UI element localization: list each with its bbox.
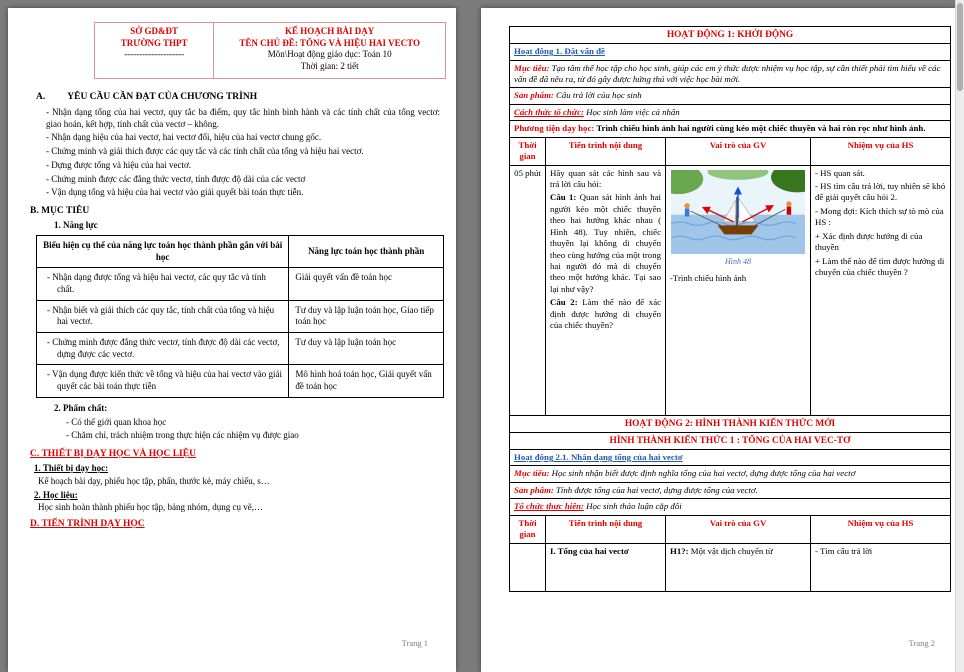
requirement-bullet: - Dựng được tổng và hiệu của hai vectơ.: [46, 159, 191, 170]
organization-text: Học sinh làm việc cá nhân: [583, 106, 680, 117]
table-row: [37, 365, 444, 397]
competency-cell: [37, 365, 289, 397]
activity1-content-row: [510, 165, 951, 415]
time-cell: [510, 543, 546, 591]
competency-type: Tư duy và lập luận toán học: [289, 333, 444, 365]
requirement-bullet: - Chứng minh và giải thích được các quy tắc và các tính chất của tổng và hiệu hai vectơ.: [46, 146, 364, 157]
boat-image: [671, 170, 805, 254]
competency-text: - Nhận biết và giải thích các quy tắc, tính chất của tổng và hiệu hai vectơ.: [47, 304, 275, 327]
objective-cell: [510, 466, 951, 482]
teacher-question-text: Một vật dịch chuyển từ: [688, 545, 773, 556]
col-header-content: Tiến trình nội dung: [546, 515, 666, 543]
student-cell: [811, 165, 951, 415]
competency-text: - Chứng minh được đẳng thức vectơ, tính được độ dài các vectơ, dựng được các vectơ.: [47, 337, 280, 359]
school-info-cell: [95, 23, 214, 79]
activity2-subtitle: Hoạt động 2.1. Nhận dạng tổng của hai vectơ: [514, 452, 683, 463]
competency-subheading: 1. Năng lực: [54, 220, 98, 231]
teacher-cell: [666, 543, 811, 591]
col-header-teacher: Vai trò của GV: [666, 137, 811, 165]
student-task: + Xác định được hướng đi của thuyền: [815, 230, 923, 253]
banner-row: [510, 27, 951, 44]
subtitle-cell: [510, 44, 951, 60]
question-2: [550, 297, 661, 331]
competency-type: Mô hình hoá toán học, Giải quyết vấn đề toán học: [289, 365, 444, 397]
question-2-text: Làm thế nào để xác định được hướng di chuyển của chiếc thuyền?: [550, 297, 662, 331]
media-cell: [510, 121, 951, 137]
product-text: Tính được tổng của hai vectơ, dựng được tổng của vectơ.: [553, 484, 758, 495]
plan-title: KẾ HOẠCH BÀI DẠY: [285, 26, 375, 36]
school-name: TRƯỜNG THPT: [120, 37, 188, 48]
col-header-student: Nhiệm vụ của HS: [811, 137, 951, 165]
student-task: - HS quan sát.: [815, 167, 865, 178]
organization-label: Cách thức tổ chức:: [514, 106, 584, 117]
teacher-question-label: H1?:: [670, 545, 689, 556]
banner-row: [510, 432, 951, 449]
objective-text: Tạo tâm thế học tập cho học sinh, giúp các em ý thức được nhiệm vụ học tập, sự cần thiết phải tìm hiểu về các vấn đề đã nêu ra, từ đó gây được hứng thú với việc học bài mới.: [514, 62, 941, 85]
requirement-bullet: - Vận dụng tổng và hiệu của hai vectơ vào giải quyết bài toán thực tiễn.: [46, 187, 304, 198]
competency-text: - Vận dụng được kiến thức về tổng và hiệu của hai vectơ vào giải quyết các bài toán thực tiễn: [47, 369, 283, 392]
materials-label: 2. Học liệu:: [34, 489, 78, 500]
competency-cell: [37, 333, 289, 365]
scrollbar-thumb[interactable]: [957, 3, 963, 91]
boat-illustration: [670, 170, 806, 268]
student-task: - Mong đợi: Kích thích sự tò mò của HS :: [815, 205, 944, 228]
col-header-content: Tiến trình nội dung: [546, 137, 666, 165]
meta-row: [510, 104, 951, 120]
requirement-bullet: - Nhận dạng tổng của hai vectơ, quy tắc ba điểm, quy tắc hình bình hành và các tính chất của tổng vectơ: giao hoán, kết hợp, tính chất của vectơ – không.: [46, 107, 440, 129]
col-header-student: Nhiệm vụ của HS: [811, 515, 951, 543]
objective-label: Mục tiêu:: [514, 468, 550, 479]
content-cell: [546, 165, 666, 415]
meta-row: [510, 60, 951, 88]
section-a-heading: [36, 91, 440, 103]
teacher-cell: [666, 165, 811, 415]
document-page-1: [8, 8, 456, 672]
equipment-label: 1. Thiết bị dạy học:: [34, 463, 109, 474]
subject-line: Môn\Hoạt động giáo dục: Toán 10: [267, 49, 392, 60]
product-label: Sản phẩm:: [514, 484, 554, 495]
product-cell: [510, 88, 951, 104]
student-cell: - Tìm câu trả lời: [811, 543, 951, 591]
subtitle-row: [510, 44, 951, 60]
requirement-bullet: - Chứng minh được các đẳng thức vectơ, tính được độ dài của các vectơ: [46, 173, 306, 184]
page-number: Trang 1: [401, 638, 428, 648]
competency-col2-header: Năng lực toán học thành phần: [289, 235, 444, 267]
section-b-heading: B. MỤC TIÊU: [30, 205, 90, 216]
student-task: + Làm thế nào để tìm được hướng di chuyển của chiếc thuyền ?: [815, 255, 945, 277]
meta-row: [510, 482, 951, 498]
teacher-note: -Trình chiếu hình ảnh: [670, 273, 747, 284]
col-header-teacher: Vai trò của GV: [666, 515, 811, 543]
activity2-content-row: [510, 543, 951, 591]
section-a-title: YÊU CẦU CẦN ĐẠT CỦA CHƯƠNG TRÌNH: [67, 91, 258, 102]
vertical-scrollbar[interactable]: [955, 0, 964, 672]
student-task: - HS tìm câu trả lời, tuy nhiên sẽ khó để giải quyết câu hỏi 2.: [815, 181, 946, 203]
meta-row: [510, 121, 951, 137]
quality-bullet: - Chăm chỉ, trách nhiệm trong thực hiện các nhiệm vụ được giao: [66, 430, 299, 441]
col-header-time: Thời gian: [510, 137, 546, 165]
activity2-banner: HOẠT ĐỘNG 2: HÌNH THÀNH KIẾN THỨC MỚI: [510, 415, 951, 432]
table-row: [37, 333, 444, 365]
competency-text: - Nhận dạng được tổng và hiệu hai vectơ, các quy tắc và tính chất.: [47, 272, 266, 294]
time-cell: 05 phút: [510, 165, 546, 415]
question-1-label: Câu 1:: [550, 192, 577, 203]
competency-table: [36, 235, 444, 398]
column-header-row: [510, 137, 951, 165]
content-cell: I. Tổng của hai vectơ: [546, 543, 666, 591]
subtitle-row: [510, 450, 951, 466]
knowledge1-banner: HÌNH THÀNH KIẾN THỨC 1 : TỔNG CỦA HAI VEC-TƠ: [510, 432, 951, 449]
divider-dashes: --------------------: [124, 49, 185, 60]
competency-cell: [37, 300, 289, 332]
subtitle-cell: [510, 450, 951, 466]
lesson-plan-title-cell: [214, 23, 446, 79]
document-page-2: [481, 8, 955, 672]
equipment-text: Kế hoạch bài dạy, phiếu học tập, phấn, thước kẻ, máy chiếu, s…: [38, 475, 270, 486]
quality-subheading: 2. Phẩm chất:: [54, 402, 108, 413]
page-number: Trang 2: [908, 638, 935, 648]
section-a-label: A.: [36, 91, 46, 102]
content-intro: Hãy quan sát các hình sau và trả lời câu hỏi:: [550, 167, 661, 190]
materials-text: Học sinh hoàn thành phiếu học tập, bảng nhóm, dụng cụ vẽ,…: [38, 502, 263, 513]
organization-label: Tổ chức thực hiện:: [514, 501, 584, 512]
product-cell: [510, 482, 951, 498]
media-text: Trình chiếu hình ảnh hai người cùng kéo một chiếc thuyền và hai ròn rọc như hình ảnh.: [594, 123, 926, 134]
product-label: Sản phẩm:: [514, 90, 554, 101]
organization-text: Học sinh thảo luận cặp đôi: [583, 501, 682, 512]
image-caption: Hình 48: [725, 257, 751, 267]
media-label: Phương tiện dạy học:: [514, 123, 595, 134]
table-header-row: [37, 235, 444, 267]
question-1: [550, 192, 661, 295]
question-2-label: Câu 2:: [550, 297, 578, 308]
competency-cell: [37, 268, 289, 300]
section-c-heading: C. THIẾT BỊ DẠY HỌC VÀ HỌC LIỆU: [30, 448, 196, 459]
activity1-subtitle: Hoạt động 1. Đặt vấn đề: [514, 46, 605, 57]
column-header-row: [510, 515, 951, 543]
objective-label: Mục tiêu:: [514, 62, 550, 73]
section-d-heading: D. TIẾN TRÌNH DẠY HỌC: [30, 518, 145, 529]
col-header-time: Thời gian: [510, 515, 546, 543]
meta-row: [510, 499, 951, 515]
activity-table: [509, 26, 951, 592]
competency-col1-header: Biểu hiện cụ thể của năng lực toán học thành phần gắn với bài học: [37, 235, 289, 267]
objective-text: Học sinh nhận biết được định nghĩa tổng của hai vectơ, dựng được tổng của hai vectơ: [549, 468, 856, 479]
organization-cell: [510, 499, 951, 515]
table-row: [37, 268, 444, 300]
requirement-bullet: - Nhận dạng hiệu của hai vectơ, hai vectơ đối, hiệu của hai vectơ chung gốc.: [46, 132, 322, 143]
product-text: Câu trả lời của học sinh: [553, 90, 642, 101]
meta-row: [510, 466, 951, 482]
school-header-table: [94, 22, 446, 79]
quality-bullet: - Có thế giới quan khoa học: [66, 416, 167, 427]
duration-line: Thời gian: 2 tiết: [300, 61, 359, 72]
competency-type: Tư duy và lập luận toán học, Giao tiếp toán học: [289, 300, 444, 332]
question-1-text: Quan sát hình ảnh hai người kéo một chiếc thuyền theo hai hướng khác nhau ( Hình 48). Tuy nhiên, chiếc thuyền lại không di chuyển theo cùng hướng của một trong hai người đó mà di chuyển theo một hướng khác. Tại sao lại như vậy?: [550, 192, 661, 294]
topic-title: TÊN CHỦ ĐỀ: TỔNG VÀ HIỆU HAI VECTO: [239, 37, 420, 48]
banner-row: [510, 415, 951, 432]
activity1-banner: HOẠT ĐỘNG 1: KHỞI ĐỘNG: [510, 27, 951, 44]
objective-cell: [510, 60, 951, 88]
organization-cell: [510, 104, 951, 120]
table-row: [37, 300, 444, 332]
department-name: SỞ GD&ĐT: [130, 26, 179, 36]
meta-row: [510, 88, 951, 104]
competency-type: Giải quyết vấn đề toán học: [289, 268, 444, 300]
